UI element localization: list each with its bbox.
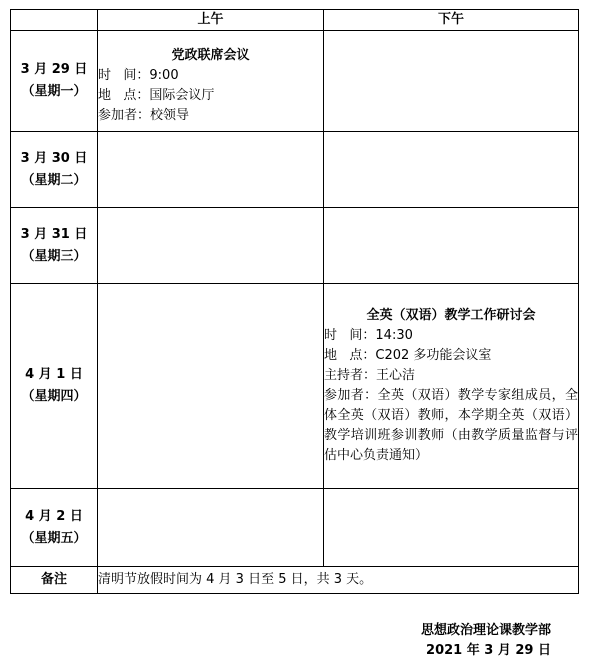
event-title: 党政联席会议 [171, 47, 250, 63]
table-row [11, 208, 579, 284]
footer-date: 2021 年 3 月 29 日 [426, 643, 551, 658]
am-cell [98, 489, 324, 567]
date-cell [11, 284, 98, 489]
pm-cell [324, 31, 579, 132]
pm-cell [324, 489, 579, 567]
table-row [11, 489, 579, 567]
am-cell [98, 132, 324, 208]
event-participants: 参加者：全英（双语）教学专家组成员，全体全英（双语）教师，本学期全英（双语）教学培训班参训教师（由教学质量监督与评估中心负责通知） [324, 388, 578, 463]
am-cell [98, 208, 324, 284]
date-label: 3 月 31 日 [20, 226, 88, 242]
event-participants: 参加者：校领导 [98, 107, 190, 123]
date-cell [11, 31, 98, 132]
date-cell [11, 489, 98, 567]
date-cell [11, 132, 98, 208]
pm-cell [324, 132, 579, 208]
remark-text: 清明节放假时间为 4 月 3 日至 5 日，共 3 天。 [98, 567, 579, 594]
weekday-label: （星期一） [21, 84, 87, 99]
pm-cell [324, 284, 579, 489]
table-row [11, 284, 579, 489]
pm-cell [324, 208, 579, 284]
event-time: 时 间：14:30 [324, 328, 413, 343]
remark-row [11, 567, 579, 594]
date-cell [11, 208, 98, 284]
event-host: 主持者：王心洁 [324, 368, 416, 383]
header-row [11, 10, 579, 31]
weekday-label: （星期五） [21, 530, 87, 546]
am-cell [98, 284, 324, 489]
date-label: 4 月 2 日 [25, 508, 83, 524]
event-time: 时 间：9:00 [98, 67, 179, 83]
weekday-label: （星期三） [21, 248, 87, 264]
table-row [11, 132, 579, 208]
event-title: 全英（双语）教学工作研讨会 [366, 308, 536, 323]
date-label: 3 月 29 日 [20, 62, 88, 77]
header-date-cell [11, 10, 98, 31]
weekday-label: （星期二） [21, 172, 87, 188]
remark-label: 备注 [11, 567, 98, 594]
event-location: 地 点：国际会议厅 [98, 87, 215, 103]
footer-department: 思想政治理论课教学部 [420, 623, 551, 638]
header-am: 上午 [98, 10, 324, 31]
schedule-table [10, 9, 579, 594]
date-label: 4 月 1 日 [25, 367, 83, 382]
header-pm: 下午 [324, 10, 579, 31]
am-cell [98, 31, 324, 132]
table-row [11, 31, 579, 132]
date-label: 3 月 30 日 [20, 150, 88, 166]
weekday-label: （星期四） [21, 389, 87, 404]
event-location: 地 点：C202 多功能会议室 [324, 348, 492, 363]
